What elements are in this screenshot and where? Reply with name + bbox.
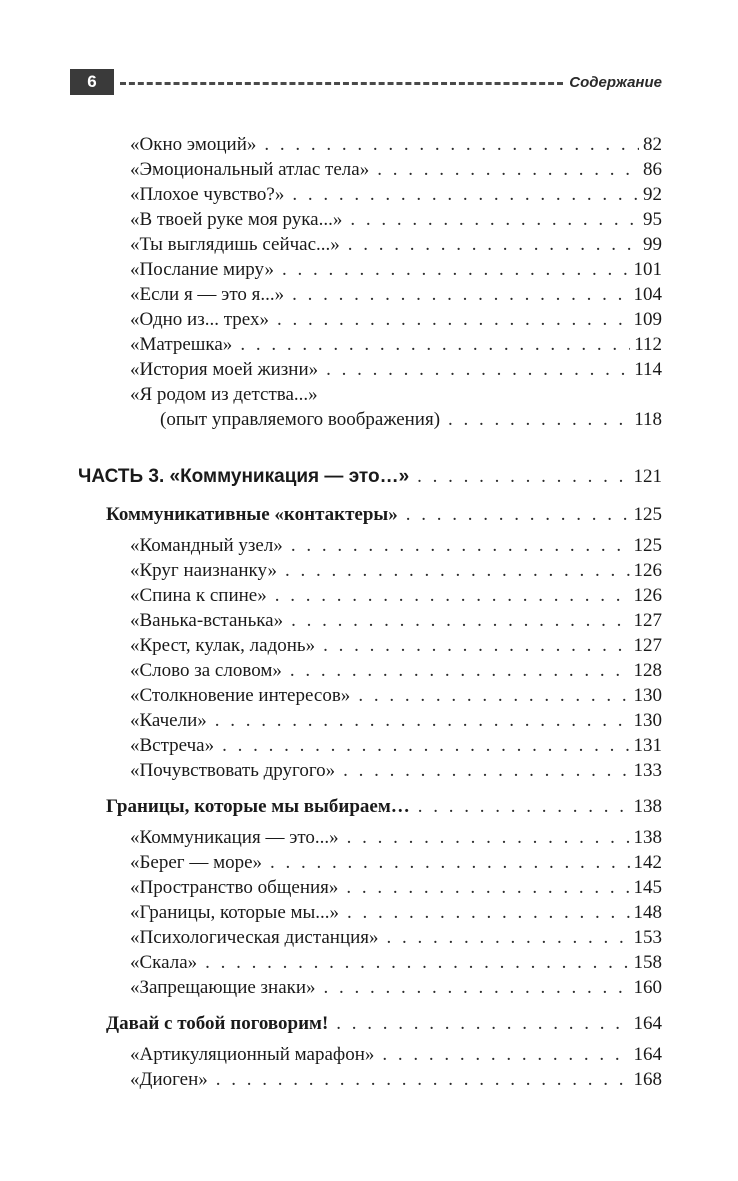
toc-section-heading[interactable] bbox=[0, 794, 662, 819]
toc-entry[interactable] bbox=[0, 533, 662, 558]
toc-entry-page: 112 bbox=[634, 334, 662, 355]
leader-dots bbox=[282, 257, 630, 282]
toc-entry-label: «Спина к спине» bbox=[130, 585, 267, 606]
toc-entry[interactable] bbox=[0, 307, 662, 332]
toc-entry[interactable] bbox=[0, 558, 662, 583]
toc-entry[interactable] bbox=[0, 850, 662, 875]
toc-entry-label: «История моей жизни» bbox=[130, 359, 319, 380]
toc-entry-page: 164 bbox=[633, 1044, 662, 1065]
toc-entry-label: «Если я — это я...» bbox=[130, 284, 285, 305]
toc-entry[interactable] bbox=[0, 132, 662, 157]
toc-entry-page: 101 bbox=[633, 259, 662, 280]
toc-entry-page: 133 bbox=[633, 760, 662, 781]
toc-entry-label: «Крест, кулак, ладонь» bbox=[130, 635, 316, 656]
toc-entry[interactable] bbox=[0, 658, 662, 683]
leader-dots bbox=[264, 132, 639, 157]
toc-entry[interactable] bbox=[0, 407, 662, 432]
toc-entry-page: 125 bbox=[633, 535, 662, 556]
toc-entry-label: «Коммуникация — это...» bbox=[130, 827, 339, 848]
toc-entry[interactable] bbox=[0, 357, 662, 382]
toc-entry[interactable] bbox=[0, 875, 662, 900]
section-label: Границы, которые мы выбираем… bbox=[106, 796, 410, 817]
toc-entry[interactable] bbox=[0, 232, 662, 257]
toc-entry-label: «Слово за словом» bbox=[130, 660, 282, 681]
toc-entry-page: 92 bbox=[643, 184, 662, 205]
leader-dots bbox=[418, 794, 630, 819]
toc-entry-label: «Одно из... трех» bbox=[130, 309, 269, 330]
toc-entry-label: «Круг наизнанку» bbox=[130, 560, 277, 581]
section-label: Давай с тобой поговорим! bbox=[106, 1013, 329, 1034]
toc-entry-label: «Ванька-встанька» bbox=[130, 610, 284, 631]
leader-dots bbox=[382, 1042, 629, 1067]
toc-entry[interactable] bbox=[0, 633, 662, 658]
toc-entry-page: 99 bbox=[643, 234, 662, 255]
toc-entry-page: 130 bbox=[633, 710, 662, 731]
leader-dots bbox=[346, 875, 629, 900]
toc-entry[interactable] bbox=[0, 282, 662, 307]
toc-entry-label: «В твоей руке моя рука...» bbox=[130, 209, 343, 230]
leader-dots bbox=[448, 407, 630, 432]
toc-entry-page: 95 bbox=[643, 209, 662, 230]
toc-entry-label: «Эмоциональный атлас тела» bbox=[130, 159, 370, 180]
part-page: 121 bbox=[633, 466, 662, 487]
toc-entry-page: 145 bbox=[633, 877, 662, 898]
section-page: 164 bbox=[633, 1013, 662, 1034]
toc-entry-label: «Границы, которые мы...» bbox=[130, 902, 340, 923]
toc-entry-page: 168 bbox=[633, 1069, 662, 1090]
toc-entry-label: (опыт управляемого воображения) bbox=[160, 409, 441, 430]
page-number: 6 bbox=[70, 69, 114, 95]
leader-dots bbox=[324, 975, 630, 1000]
toc-entry-page: 126 bbox=[633, 585, 662, 606]
toc-entry[interactable] bbox=[0, 1067, 662, 1092]
toc-entry[interactable] bbox=[0, 332, 662, 357]
toc-entry-label: «Ты выглядишь сейчас...» bbox=[130, 234, 340, 255]
leader-dots bbox=[285, 558, 630, 583]
toc-entry-page: 118 bbox=[634, 409, 662, 430]
leader-dots bbox=[205, 950, 629, 975]
toc-part-heading[interactable] bbox=[0, 464, 662, 489]
leader-dots bbox=[323, 633, 629, 658]
leader-dots bbox=[240, 332, 630, 357]
toc-entry[interactable] bbox=[0, 758, 662, 783]
toc-entry-label: «Психологическая дистанция» bbox=[130, 927, 379, 948]
toc-entry-label: «Пространство общения» bbox=[130, 877, 339, 898]
toc-entry-page: 142 bbox=[633, 852, 662, 873]
toc-entry[interactable] bbox=[0, 583, 662, 608]
toc-entry-page: 109 bbox=[633, 309, 662, 330]
leader-dots bbox=[336, 1011, 629, 1036]
toc-entry-page: 86 bbox=[643, 159, 662, 180]
running-header bbox=[70, 68, 662, 96]
toc-entry-label: «Плохое чувство?» bbox=[130, 184, 285, 205]
toc-entry-label: «Артикуляционный марафон» bbox=[130, 1044, 375, 1065]
table-of-contents bbox=[0, 132, 738, 1092]
leader-dots bbox=[275, 583, 630, 608]
section-page: 125 bbox=[633, 504, 662, 525]
toc-entry[interactable] bbox=[0, 900, 662, 925]
leader-dots bbox=[291, 533, 630, 558]
toc-entry-page: 160 bbox=[633, 977, 662, 998]
toc-entry-page: 126 bbox=[633, 560, 662, 581]
leader-dots bbox=[326, 357, 630, 382]
leader-dots bbox=[216, 1067, 630, 1092]
toc-entry[interactable] bbox=[0, 950, 662, 975]
leader-dots bbox=[350, 207, 639, 232]
toc-entry[interactable] bbox=[0, 257, 662, 282]
toc-section-heading[interactable] bbox=[0, 502, 662, 527]
header-title: Содержание bbox=[569, 73, 662, 91]
toc-entry-label: «Почувствовать другого» bbox=[130, 760, 336, 781]
leader-dots bbox=[292, 282, 629, 307]
leader-dots bbox=[377, 157, 639, 182]
toc-entry[interactable] bbox=[0, 608, 662, 633]
leader-dots bbox=[348, 232, 639, 257]
toc-entry-label: «Качели» bbox=[130, 710, 207, 731]
toc-entry-page: 127 bbox=[633, 610, 662, 631]
toc-entry-label: «Скала» bbox=[130, 952, 198, 973]
toc-entry-page: 127 bbox=[633, 635, 662, 656]
leader-dots bbox=[358, 683, 629, 708]
toc-entry-label: «Запрещающие знаки» bbox=[130, 977, 316, 998]
leader-dots bbox=[215, 708, 630, 733]
leader-dots bbox=[387, 925, 630, 950]
toc-entry[interactable] bbox=[0, 975, 662, 1000]
toc-entry-page: 128 bbox=[633, 660, 662, 681]
toc-entry-page: 130 bbox=[633, 685, 662, 706]
toc-entry-page: 158 bbox=[633, 952, 662, 973]
part-label: ЧАСТЬ 3. «Коммуникация — это…» bbox=[78, 466, 410, 487]
toc-entry[interactable] bbox=[0, 157, 662, 182]
leader-dots bbox=[277, 307, 630, 332]
section-label: Коммуникативные «контактеры» bbox=[106, 504, 398, 525]
toc-entry-label: «Столкновение интересов» bbox=[130, 685, 351, 706]
toc-entry-page: 148 bbox=[633, 902, 662, 923]
leader-dots bbox=[270, 850, 629, 875]
toc-entry[interactable] bbox=[0, 1042, 662, 1067]
leader-dots bbox=[222, 733, 629, 758]
toc-entry-label: «Встреча» bbox=[130, 735, 215, 756]
toc-entry-label: «Матрешка» bbox=[130, 334, 233, 355]
toc-entry[interactable] bbox=[0, 683, 662, 708]
toc-entry[interactable] bbox=[0, 207, 662, 232]
leader-dots bbox=[290, 658, 630, 683]
leader-dots bbox=[417, 464, 629, 489]
toc-entry-label: «Послание миру» bbox=[130, 259, 274, 280]
section-page: 138 bbox=[633, 796, 662, 817]
toc-entry[interactable] bbox=[0, 708, 662, 733]
leader-dots bbox=[406, 502, 630, 527]
leader-dots bbox=[343, 758, 629, 783]
toc-entry[interactable] bbox=[0, 925, 662, 950]
leader-dots bbox=[347, 825, 630, 850]
toc-entry-page: 138 bbox=[633, 827, 662, 848]
toc-section-heading[interactable] bbox=[0, 1011, 662, 1036]
toc-entry-label: «Берег — море» bbox=[130, 852, 263, 873]
toc-entry-label: «Командный узел» bbox=[130, 535, 283, 556]
toc-entry-page: 82 bbox=[643, 134, 662, 155]
toc-entry-label: «Окно эмоций» bbox=[130, 134, 257, 155]
toc-entry-page: 131 bbox=[633, 735, 662, 756]
toc-entry[interactable] bbox=[0, 733, 662, 758]
toc-entry-page: 104 bbox=[633, 284, 662, 305]
header-dashed-rule bbox=[120, 82, 563, 85]
toc-entry-page: 153 bbox=[633, 927, 662, 948]
leader-dots bbox=[291, 608, 629, 633]
toc-entry-label: «Диоген» bbox=[130, 1069, 208, 1090]
toc-entry[interactable] bbox=[0, 825, 662, 850]
toc-entry-page: 114 bbox=[634, 359, 662, 380]
toc-entry-line1[interactable]: «Я родом из детства...» bbox=[130, 384, 318, 405]
toc-entry[interactable] bbox=[0, 182, 662, 207]
leader-dots bbox=[292, 182, 639, 207]
leader-dots bbox=[347, 900, 629, 925]
